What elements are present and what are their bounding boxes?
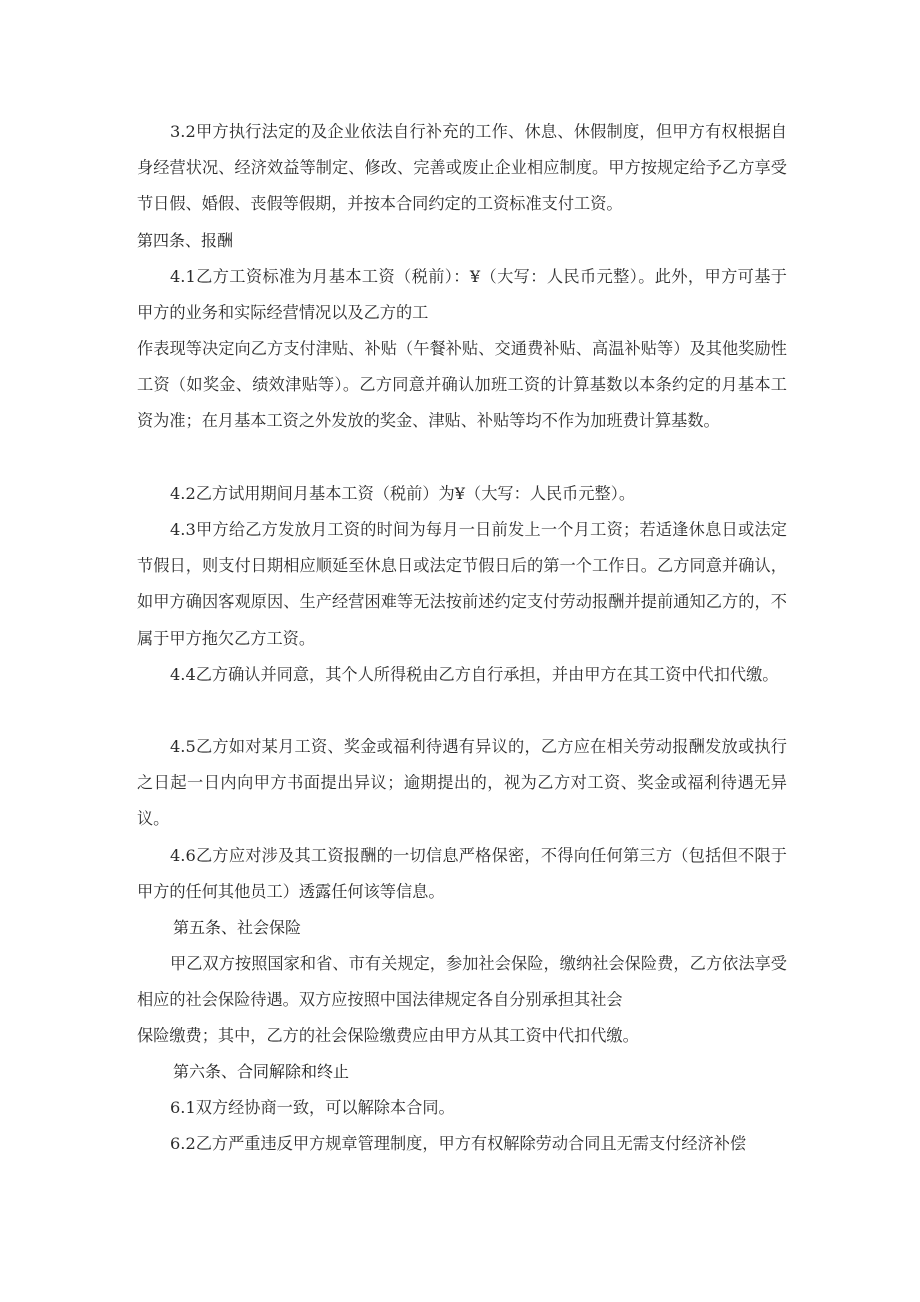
clause-6-2: 6.2乙方严重违反甲方规章管理制度，甲方有权解除劳动合同且无需支付经济补偿 xyxy=(170,1134,747,1153)
article-6-heading: 第六条、合同解除和终止 xyxy=(173,1062,350,1081)
clause-4-6: 4.6乙方应对涉及其工资报酬的一切信息严格保密，不得向任何第三方（包括但不限于甲方的任何其他员工）透露任何该等信息。 xyxy=(137,846,787,902)
clause-4-3: 4.3甲方给乙方发放月工资的时间为每月一日前发上一个月工资；若适逢休息日或法定节假日，则支付日期相应顺延至休息日或法定节假日后的第一个工作日。乙方同意并确认，如甲方确因客观原因、生产经营困难等无法按前述约定支付劳动报酬并提前通知乙方的，不属于甲方拖欠乙方工资。 xyxy=(137,520,787,648)
clause-4-1-second-part: 作表现等决定向乙方支付津贴、补贴（午餐补贴、交通费补贴、高温补贴等）及其他奖励性工资（如奖金、绩效津贴等）。乙方同意并确认加班工资的计算基数以本条约定的月基本工资为准；在月基本工资之外发放的奖金、津贴、补贴等均不作为加班费计算基数。 xyxy=(137,339,787,431)
clause-3-2: 3.2甲方执行法定的及企业依法自行补充的工作、休息、休假制度，但甲方有权根据自身经营状况、经济效益等制定、修改、完善或废止企业相应制度。甲方按规定给予乙方享受节日假、婚假、丧假等假期，并按本合同约定的工资标准支付工资。 xyxy=(137,122,787,214)
article-5-text-second-part: 保险缴费；其中，乙方的社会保险缴费应由甲方从其工资中代扣代缴。 xyxy=(137,1026,639,1045)
clause-4-2: 4.2乙方试用期间月基本工资（税前）为¥（大写：人民币元整）。 xyxy=(170,484,636,503)
clause-6-1: 6.1双方经协商一致，可以解除本合同。 xyxy=(170,1098,455,1117)
clause-4-4: 4.4乙方确认并同意，其个人所得税由乙方自行承担，并由甲方在其工资中代扣代缴。 xyxy=(170,665,779,684)
clause-4-5: 4.5乙方如对某月工资、奖金或福利待遇有异议的，乙方应在相关劳动报酬发放或执行之日起一日内向甲方书面提出异议；逾期提出的，视为乙方对工资、奖金或福利待遇无异议。 xyxy=(137,737,787,829)
article-4-heading: 第四条、报酬 xyxy=(137,231,234,250)
clause-4-1-first-part: 4.1乙方工资标准为月基本工资（税前）：¥（大写：人民币元整）。此外，甲方可基于甲方的业务和实际经营情况以及乙方的工 xyxy=(137,267,787,323)
article-5-heading: 第五条、社会保险 xyxy=(173,918,302,937)
article-5-text-first-part: 甲乙双方按照国家和省、市有关规定，参加社会保险，缴纳社会保险费，乙方依法享受相应的社会保险待遇。双方应按照中国法律规定各自分别承担其社会 xyxy=(137,954,787,1010)
